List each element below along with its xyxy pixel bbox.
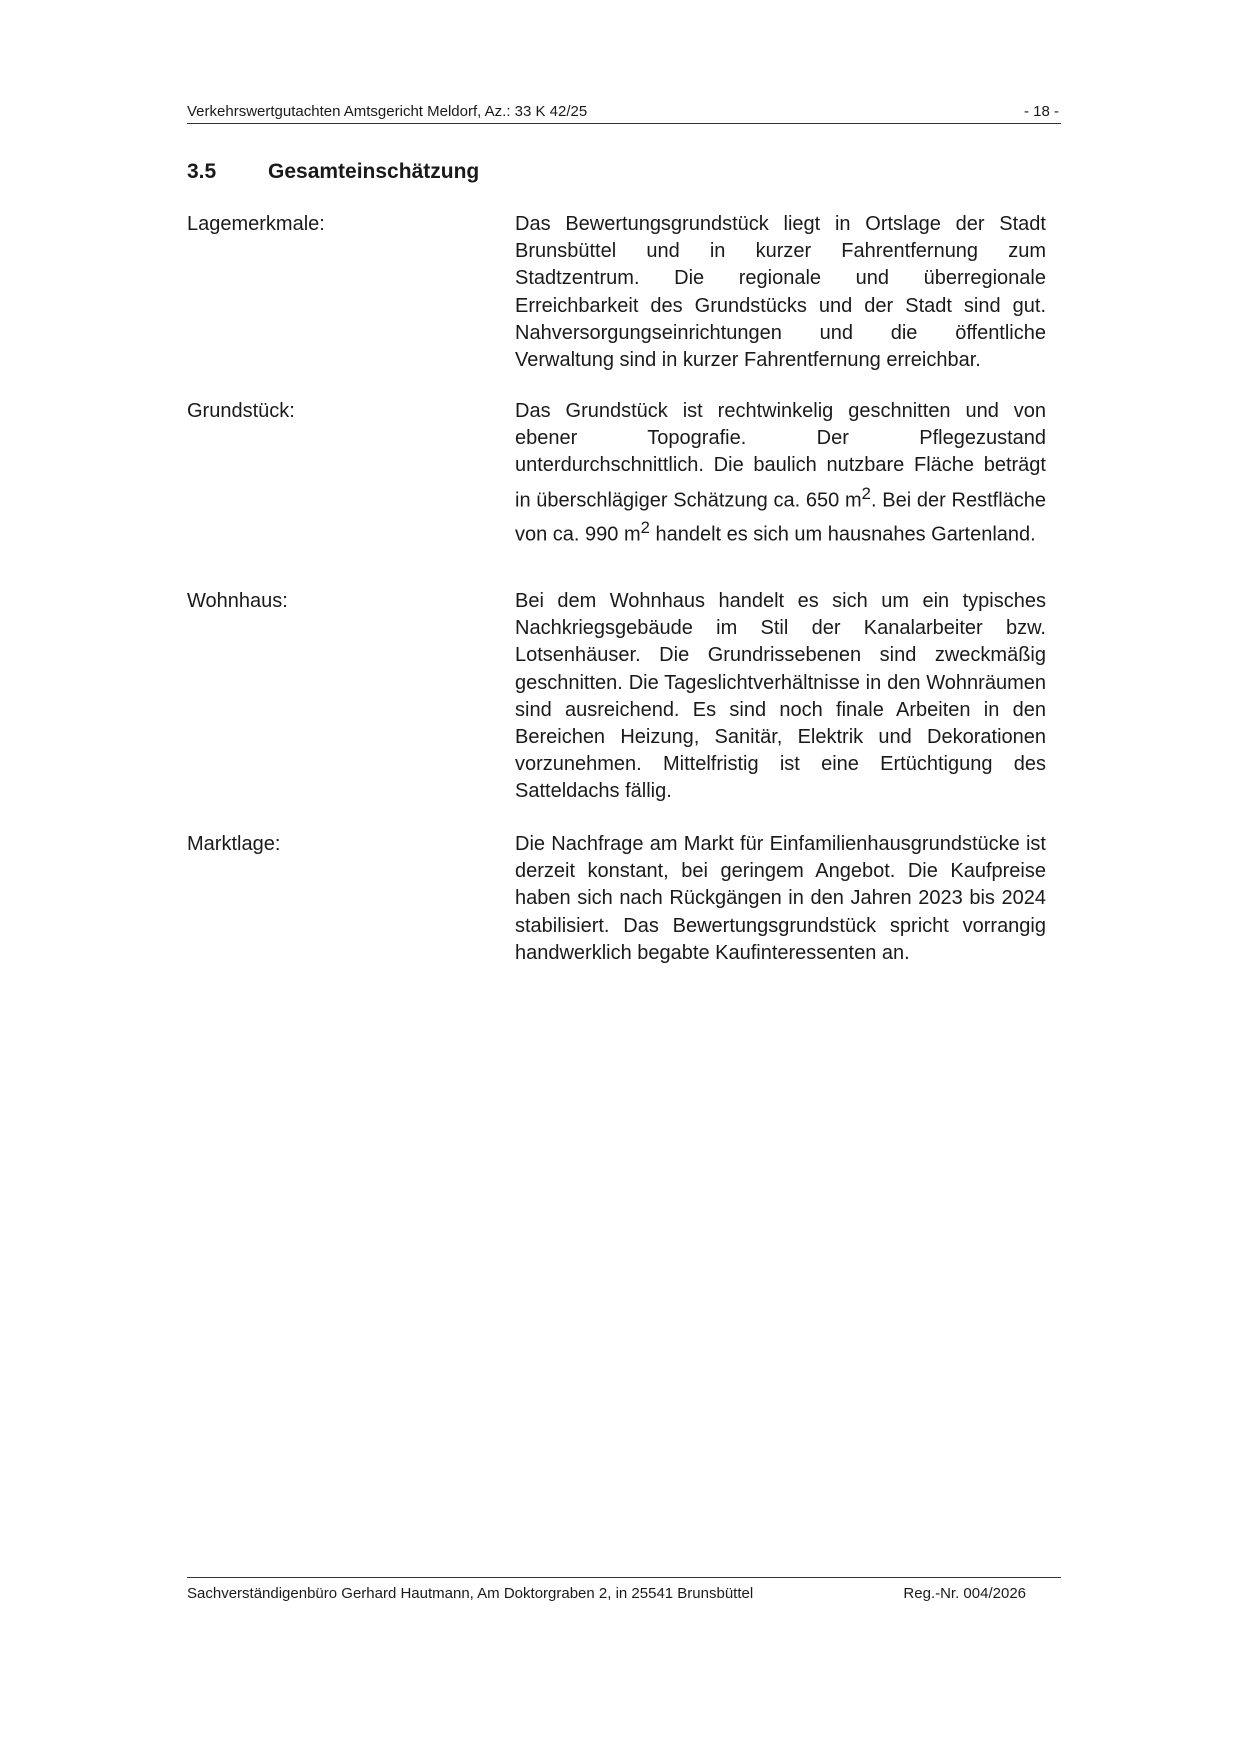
footer-registration: Reg.-Nr. 004/2026 (903, 1585, 1026, 1602)
entry-text (515, 398, 1046, 549)
page-footer (187, 1577, 1061, 1604)
entry-text-part: Das Grundstück ist rechtwinkelig geschnitten und von ebener Topografie. Der Pflegezustand unterdurchschnittlich. Die baulich nutzbare Fläche beträgt in überschlägiger Schätzung ca. 650 m (515, 400, 1046, 512)
header-reference: Verkehrswertgutachten Amtsgericht Meldorf, Az.: 33 K 42/25 (187, 103, 588, 120)
section-title: Gesamteinschätzung (268, 160, 480, 183)
entry-label: Lagemerkmale: (187, 213, 325, 235)
entry-label: Marktlage: (187, 833, 281, 855)
superscript: 2 (640, 518, 650, 538)
entry-text: Die Nachfrage am Markt für Einfamilienhausgrundstücke ist derzeit konstant, bei geringem Angebot. Die Kaufpreise haben sich nach Rückgängen in den Jahren 2023 bis 2024 stabilisiert. Das Bewertungsgrundstück spricht vorrangig handwerklich begabte Kaufinteressenten an. (515, 833, 1046, 964)
entry-text: Bei dem Wohnhaus handelt es sich um ein typisches Nachkriegsgebäude im Stil der Kanalarbeiter bzw. Lotsenhäuser. Die Grundrissebenen sind zweckmäßig geschnitten. Die Tageslichtverhältnisse in den Wohnräumen sind ausreichend. Es sind noch finale Arbeiten in den Bereichen Heizung, Sanitär, Elektrik und Dekorationen vorzunehmen. Mittelfristig ist eine Ertüchtigung des Satteldachs fällig. (515, 590, 1046, 803)
entry-label: Wohnhaus: (187, 590, 288, 612)
entry-text-part: . Bei der Restfläche von ca. 990 m (515, 489, 1047, 547)
section-heading (187, 159, 479, 185)
superscript: 2 (861, 483, 871, 503)
footer-office: Sachverständigenbüro Gerhard Hautmann, Am Doktorgraben 2, in 25541 Brunsbüttel (187, 1585, 754, 1602)
entry-text-part: handelt es sich um hausnahes Gartenland. (649, 524, 1036, 547)
entry-label: Grundstück: (187, 400, 295, 422)
entry-text: Das Bewertungsgrundstück liegt in Ortslage der Stadt Brunsbüttel und in kurzer Fahrentfernung zum Stadtzentrum. Die regionale und überregionale Erreichbarkeit des Grundstücks und der Stadt sind gut. Nahversorgungseinrichtungen und die öffentliche Verwaltung sind in kurzer Fahrentfernung erreichbar. (515, 213, 1046, 372)
section-number: 3.5 (187, 160, 217, 183)
page-header (187, 102, 1061, 124)
page-number: - 18 - (1023, 103, 1059, 120)
